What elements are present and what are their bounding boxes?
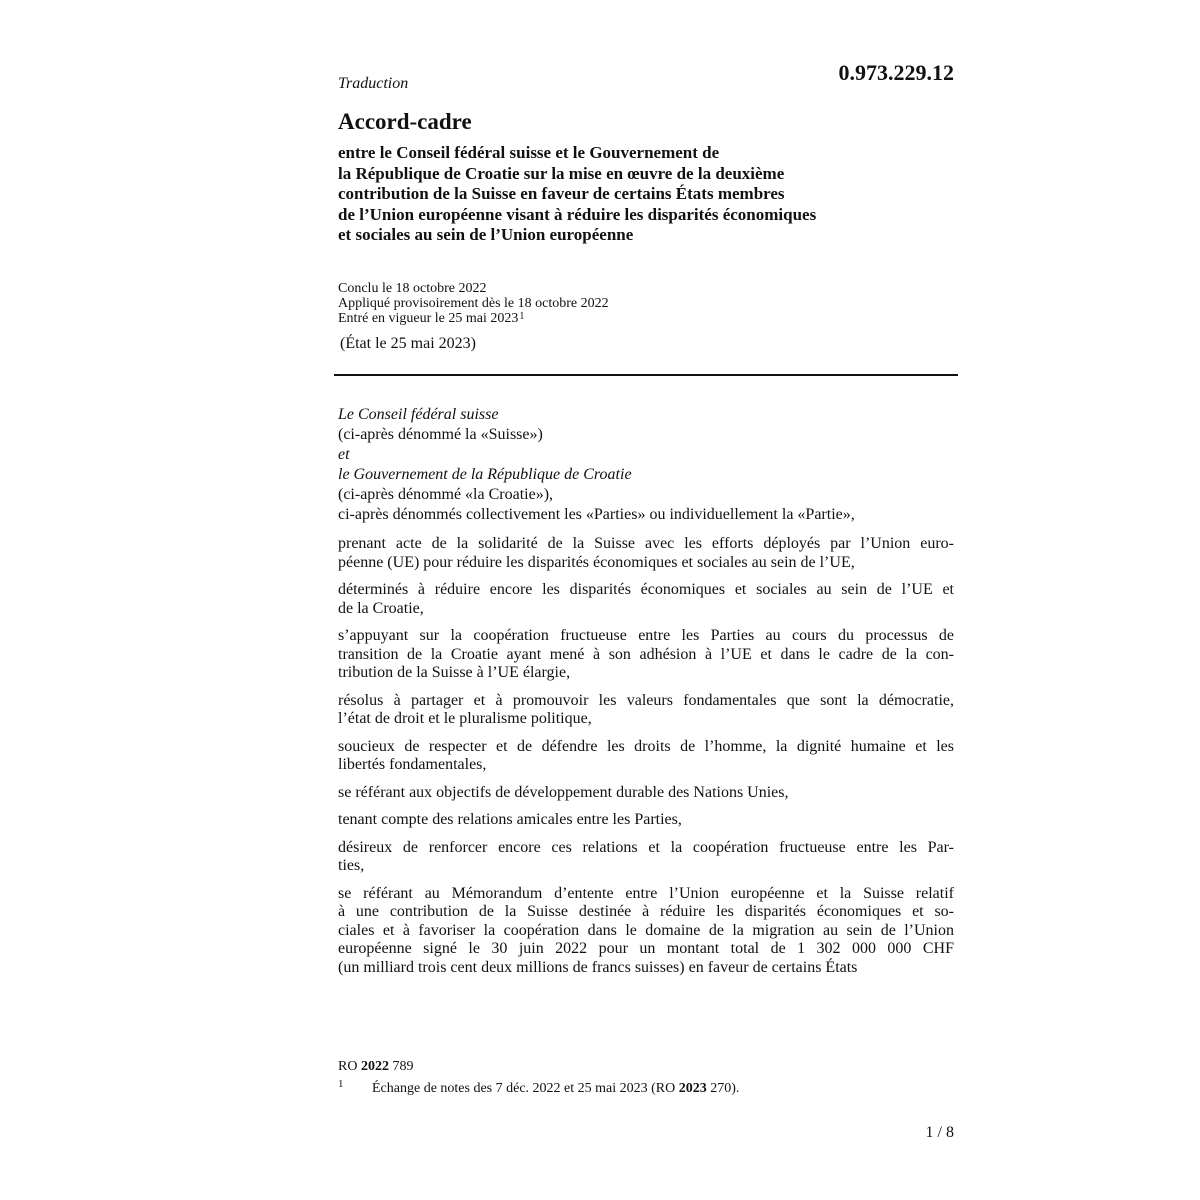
footnote-marker[interactable]: 1 xyxy=(519,311,525,322)
sr-number: 0.973.229.12 xyxy=(838,60,954,85)
preamble-paragraph xyxy=(338,811,954,830)
parties-conjunction: et xyxy=(338,446,350,463)
header-divider xyxy=(334,374,958,376)
preamble-paragraph xyxy=(338,581,954,618)
preamble-paragraph xyxy=(338,784,954,803)
footnote-text-end: 270). xyxy=(710,1081,740,1096)
paragraph-line: ties, xyxy=(338,857,365,874)
parties-collective: ci-après dénommés collectivement les «Parties» ou individuellement la «Partie», xyxy=(338,506,855,523)
preamble-paragraph xyxy=(338,839,954,876)
provisional-application: Appliqué provisoirement dès le 18 octobre 2022 xyxy=(338,296,609,311)
paragraph-line: tribution de la Suisse à l’UE élargie, xyxy=(338,664,571,681)
subtitle-line: et sociales au sein de l’Union européenne xyxy=(338,225,634,245)
subtitle-line: contribution de la Suisse en faveur de certains États membres xyxy=(338,184,785,204)
paragraph-line: libertés fondamentales, xyxy=(338,756,487,773)
party-croatia: le Gouvernement de la République de Croatie xyxy=(338,466,632,483)
paragraph-line: péenne (UE) pour réduire les disparités économiques et sociales au sein de l’UE, xyxy=(338,553,855,571)
paragraph-line: s’appuyant sur la coopération fructueuse entre les Parties au cours du processus de xyxy=(338,627,954,644)
preamble-paragraph xyxy=(338,885,954,978)
footnote-ro-year: 2023 xyxy=(678,1081,707,1096)
paragraph-line: l’état de droit et le pluralisme politique, xyxy=(338,710,592,727)
entry-into-force xyxy=(338,311,609,326)
parties-block xyxy=(338,405,855,525)
paragraph-line: prenant acte de la solidarité de la Suisse avec les efforts déployés par l’Union euro- xyxy=(338,535,954,552)
paragraph-line: désireux de renforcer encore ces relations et la coopération fructueuse entre les Par- xyxy=(338,838,954,856)
document-subtitle xyxy=(338,143,928,246)
subtitle-line: entre le Conseil fédéral suisse et le Gouvernement de xyxy=(338,143,720,162)
paragraph-line: européenne signé le 30 juin 2022 pour un montant total de 1 302 000 000 CHF xyxy=(338,940,954,957)
paragraph-line: déterminés à réduire encore les disparités économiques et sociales au sein de l’UE et xyxy=(338,581,954,598)
ro-prefix: RO xyxy=(338,1059,358,1074)
paragraph-line: de la Croatie, xyxy=(338,599,424,617)
official-compilation-reference xyxy=(338,1059,413,1075)
document-title: Accord-cadre xyxy=(338,109,472,134)
entry-into-force-text: Entré en vigueur le 25 mai 2023 xyxy=(338,311,519,326)
paragraph-line: se référant aux objectifs de développement durable des Nations Unies, xyxy=(338,783,789,801)
preamble-paragraph xyxy=(338,692,954,729)
subtitle-line: la République de Croatie sur la mise en œuvre de la deuxième xyxy=(338,163,785,183)
translation-label: Traduction xyxy=(338,75,409,92)
document-meta xyxy=(338,281,609,326)
subtitle-line: de l’Union européenne visant à réduire les disparités économiques xyxy=(338,204,817,224)
paragraph-line: tenant compte des relations amicales entre les Parties, xyxy=(338,811,682,828)
footnote-text-start: Échange de notes des 7 déc. 2022 et 25 mai 2023 (RO xyxy=(372,1081,676,1096)
party-switzerland-alias: (ci-après dénommé la «Suisse») xyxy=(338,426,543,443)
concluded-date: Conclu le 18 octobre 2022 xyxy=(338,281,487,296)
preamble-paragraph xyxy=(338,627,954,683)
paragraph-line: transition de la Croatie ayant mené à son adhésion à l’UE et dans le cadre de la con- xyxy=(338,645,954,663)
paragraph-line: se référant au Mémorandum d’entente entre l’Union européenne et la Suisse relatif xyxy=(338,884,954,902)
party-croatia-alias: (ci-après dénommé «la Croatie»), xyxy=(338,486,554,503)
document-state: (État le 25 mai 2023) xyxy=(340,335,476,352)
preamble-paragraph xyxy=(338,738,954,775)
page-number: 1 / 8 xyxy=(925,1124,954,1141)
paragraph-line: soucieux de respecter et de défendre les droits de l’homme, la dignité humaine et les xyxy=(338,737,954,755)
paragraph-line: (un milliard trois cent deux millions de francs suisses) en faveur de certains États xyxy=(338,958,858,976)
party-switzerland: Le Conseil fédéral suisse xyxy=(338,406,499,423)
ro-page: 789 xyxy=(392,1059,414,1074)
footnote-text xyxy=(372,1081,739,1097)
preamble xyxy=(338,535,954,986)
paragraph-line: à une contribution de la Suisse destinée à réduire les disparités économiques et so- xyxy=(338,903,954,920)
paragraph-line: résolus à partager et à promouvoir les valeurs fondamentales que sont la démocratie, xyxy=(338,691,954,709)
footnote-number: 1 xyxy=(338,1078,344,1090)
preamble-paragraph xyxy=(338,535,954,572)
paragraph-line: ciales et à favoriser la coopération dans le domaine de la migration au sein de l’Union xyxy=(338,921,954,939)
ro-year: 2022 xyxy=(360,1059,389,1074)
